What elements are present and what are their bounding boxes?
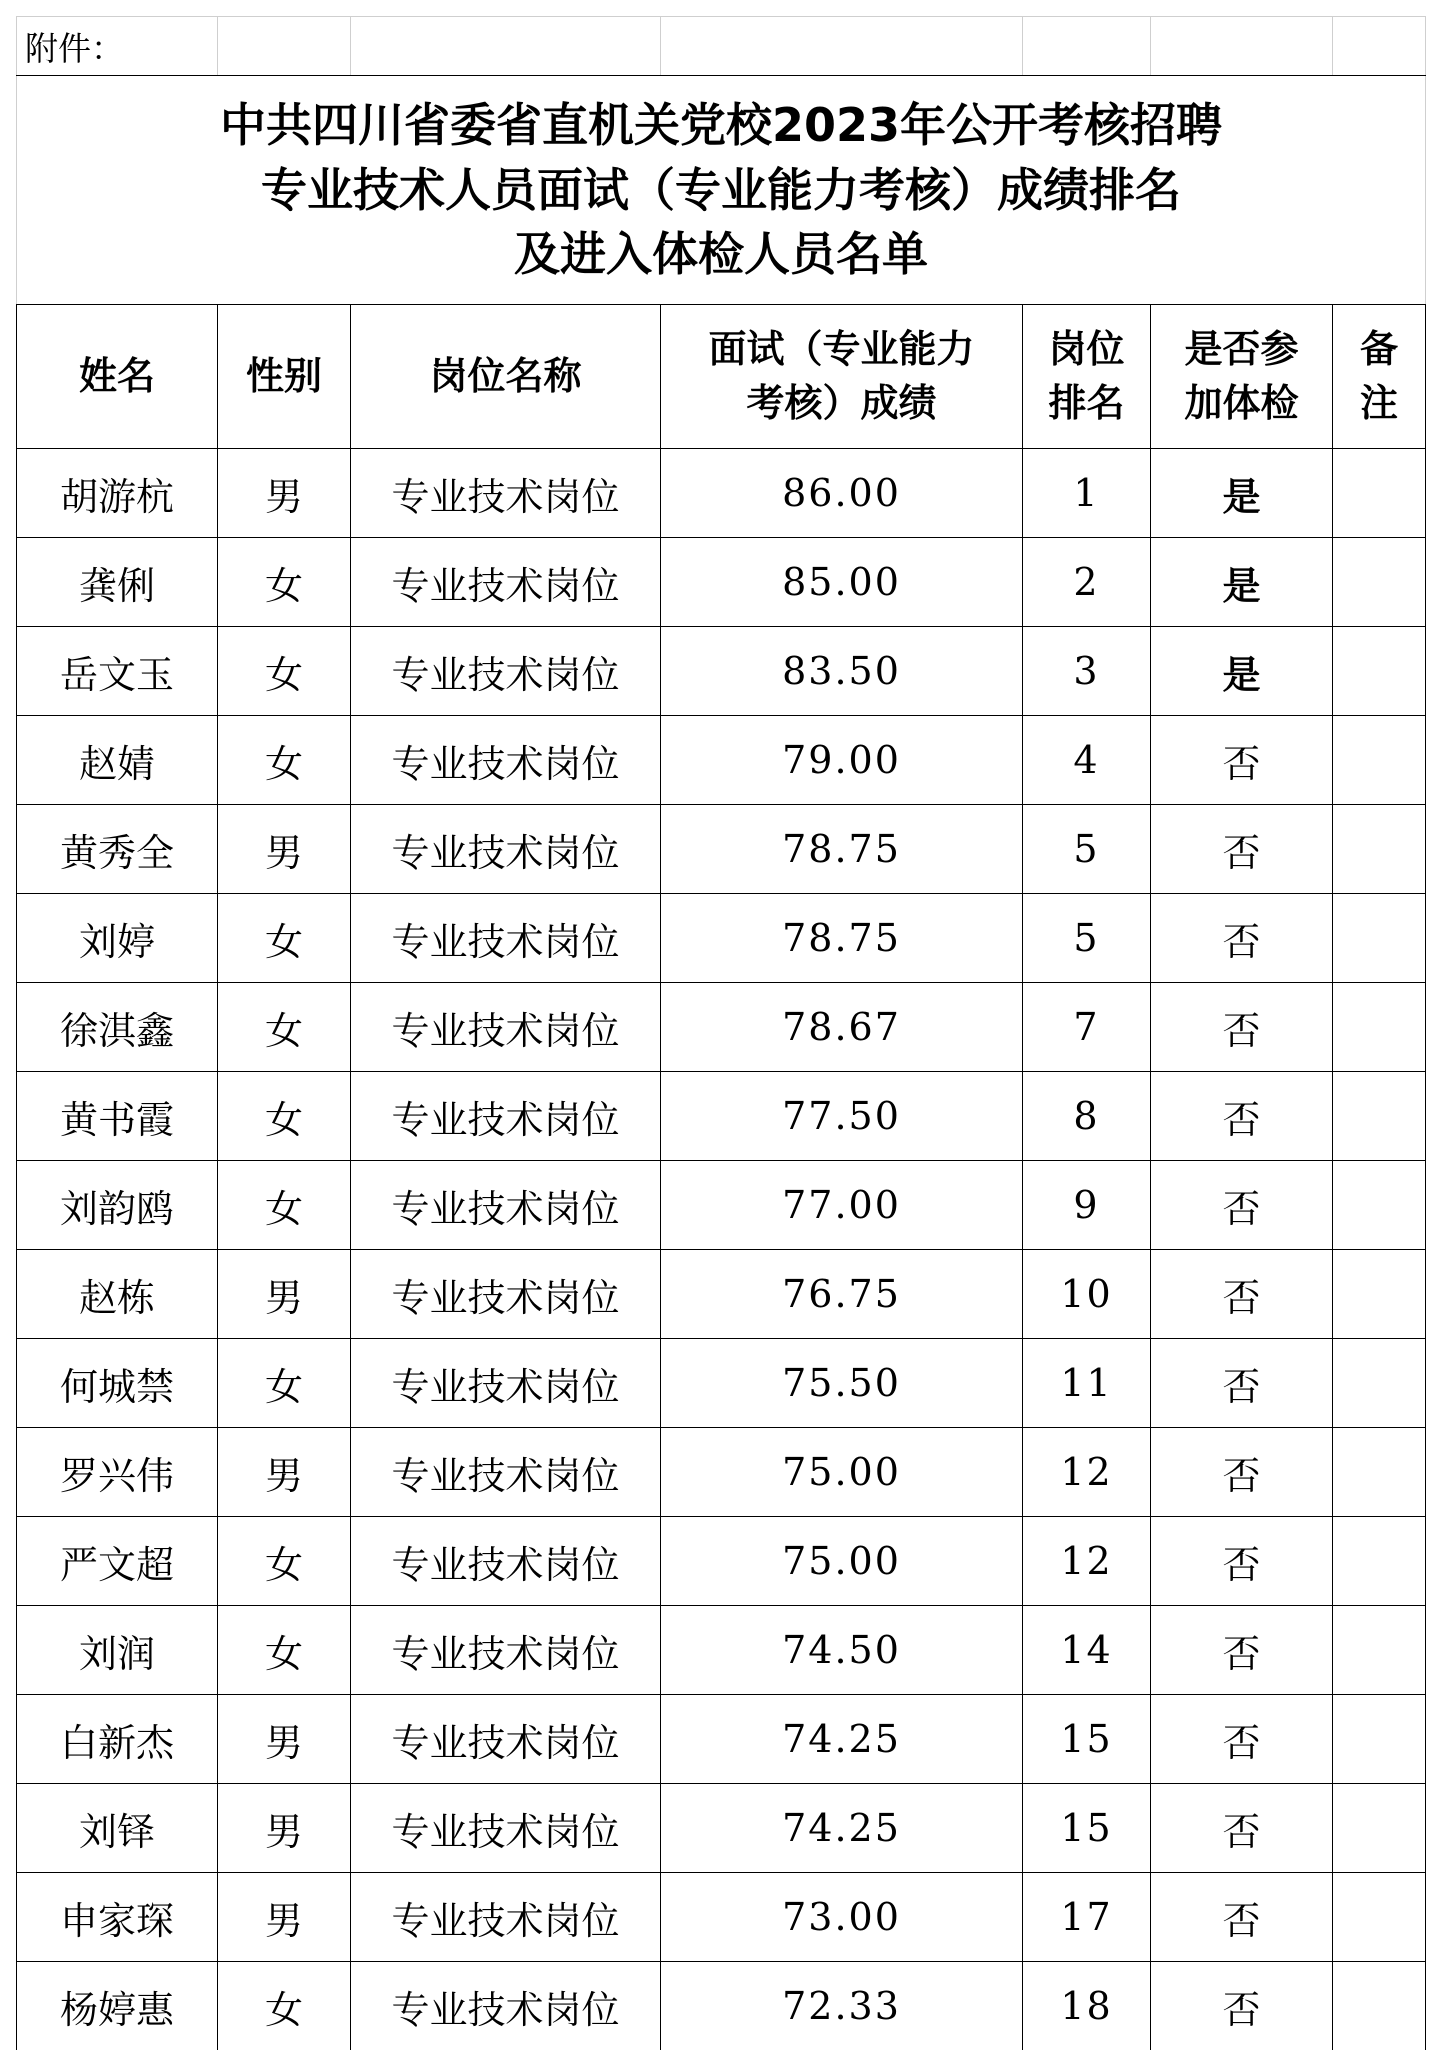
empty-cell (1151, 17, 1333, 76)
cell-exam: 否 (1151, 1072, 1333, 1161)
cell-rank: 5 (1023, 805, 1151, 894)
cell-rank: 4 (1023, 716, 1151, 805)
cell-gender: 女 (218, 894, 351, 983)
cell-gender: 女 (218, 538, 351, 627)
cell-remark (1333, 1072, 1426, 1161)
table-row (17, 805, 1426, 894)
header-exam-line-2: 加体检 (1184, 380, 1299, 425)
cell-score: 86.00 (661, 449, 1023, 538)
cell-exam: 否 (1151, 1339, 1333, 1428)
title-line-1: 中共四川省委省直机关党校2023年公开考核招聘 (219, 98, 1223, 153)
cell-exam: 否 (1151, 894, 1333, 983)
table-row (17, 1606, 1426, 1695)
cell-gender: 女 (218, 1606, 351, 1695)
cell-score: 78.75 (661, 894, 1023, 983)
header-rank (1023, 305, 1151, 449)
cell-score: 79.00 (661, 716, 1023, 805)
cell-gender: 女 (218, 983, 351, 1072)
cell-exam: 是 (1151, 449, 1333, 538)
cell-exam: 是 (1151, 627, 1333, 716)
cell-exam: 否 (1151, 983, 1333, 1072)
cell-name: 黄书霞 (17, 1072, 218, 1161)
table-row (17, 449, 1426, 538)
cell-position: 专业技术岗位 (351, 1873, 661, 1962)
cell-gender: 女 (218, 1517, 351, 1606)
cell-rank: 11 (1023, 1339, 1151, 1428)
cell-rank: 5 (1023, 894, 1151, 983)
cell-rank: 15 (1023, 1784, 1151, 1873)
cell-remark (1333, 805, 1426, 894)
results-table (16, 16, 1426, 2050)
cell-gender: 男 (218, 1250, 351, 1339)
header-rank-line-2: 排名 (1048, 380, 1125, 425)
table-row (17, 1072, 1426, 1161)
cell-position: 专业技术岗位 (351, 983, 661, 1072)
cell-exam: 否 (1151, 1250, 1333, 1339)
cell-name: 杨婷惠 (17, 1962, 218, 2051)
cell-score: 75.00 (661, 1428, 1023, 1517)
header-position: 岗位名称 (351, 305, 661, 449)
cell-gender: 男 (218, 1873, 351, 1962)
cell-position: 专业技术岗位 (351, 1606, 661, 1695)
cell-score: 78.67 (661, 983, 1023, 1072)
cell-remark (1333, 449, 1426, 538)
cell-score: 85.00 (661, 538, 1023, 627)
header-score-line-1: 面试（专业能力 (708, 327, 975, 372)
cell-exam: 否 (1151, 1695, 1333, 1784)
table-row (17, 1161, 1426, 1250)
header-remark-line-2: 注 (1359, 380, 1398, 425)
cell-name: 岳文玉 (17, 627, 218, 716)
empty-cell (1333, 17, 1426, 76)
cell-score: 74.25 (661, 1784, 1023, 1873)
table-row (17, 1517, 1426, 1606)
cell-score: 75.50 (661, 1339, 1023, 1428)
table-body (17, 449, 1426, 2051)
cell-name: 罗兴伟 (17, 1428, 218, 1517)
cell-name: 徐淇鑫 (17, 983, 218, 1072)
cell-exam: 否 (1151, 805, 1333, 894)
cell-position: 专业技术岗位 (351, 449, 661, 538)
cell-position: 专业技术岗位 (351, 1161, 661, 1250)
cell-score: 76.75 (661, 1250, 1023, 1339)
cell-gender: 男 (218, 1695, 351, 1784)
cell-exam: 否 (1151, 1161, 1333, 1250)
cell-rank: 8 (1023, 1072, 1151, 1161)
cell-remark (1333, 538, 1426, 627)
header-remark-line-1: 备 (1359, 327, 1398, 372)
cell-name: 刘润 (17, 1606, 218, 1695)
cell-rank: 10 (1023, 1250, 1151, 1339)
header-score (661, 305, 1023, 449)
cell-remark (1333, 1428, 1426, 1517)
cell-rank: 7 (1023, 983, 1151, 1072)
cell-exam: 否 (1151, 1962, 1333, 2051)
cell-gender: 女 (218, 1161, 351, 1250)
cell-exam: 否 (1151, 1428, 1333, 1517)
cell-rank: 2 (1023, 538, 1151, 627)
header-row (17, 305, 1426, 449)
empty-cell (351, 17, 661, 76)
title-row (17, 76, 1426, 305)
cell-position: 专业技术岗位 (351, 538, 661, 627)
cell-position: 专业技术岗位 (351, 1695, 661, 1784)
cell-position: 专业技术岗位 (351, 1784, 661, 1873)
cell-gender: 女 (218, 627, 351, 716)
empty-cell (218, 17, 351, 76)
cell-remark (1333, 1339, 1426, 1428)
title-line-2: 专业技术人员面试（专业能力考核）成绩排名 (261, 162, 1181, 217)
cell-rank: 12 (1023, 1428, 1151, 1517)
table-row (17, 716, 1426, 805)
cell-position: 专业技术岗位 (351, 1962, 661, 2051)
cell-name: 赵栋 (17, 1250, 218, 1339)
header-rank-line-1: 岗位 (1048, 327, 1125, 372)
cell-position: 专业技术岗位 (351, 1517, 661, 1606)
cell-score: 74.50 (661, 1606, 1023, 1695)
empty-cell (1023, 17, 1151, 76)
cell-rank: 12 (1023, 1517, 1151, 1606)
header-gender: 性别 (218, 305, 351, 449)
cell-remark (1333, 716, 1426, 805)
cell-gender: 男 (218, 805, 351, 894)
cell-remark (1333, 894, 1426, 983)
title-line-3: 及进入体检人员名单 (514, 227, 928, 282)
cell-remark (1333, 1873, 1426, 1962)
header-score-line-2: 考核）成绩 (746, 380, 937, 425)
header-exam-line-1: 是否参 (1184, 327, 1299, 372)
cell-remark (1333, 1606, 1426, 1695)
cell-exam: 否 (1151, 1517, 1333, 1606)
cell-remark (1333, 1517, 1426, 1606)
attachment-row (17, 17, 1426, 76)
table-row (17, 894, 1426, 983)
cell-rank: 15 (1023, 1695, 1151, 1784)
cell-exam: 否 (1151, 1606, 1333, 1695)
cell-rank: 17 (1023, 1873, 1151, 1962)
cell-exam: 否 (1151, 1784, 1333, 1873)
table-row (17, 1250, 1426, 1339)
cell-name: 黄秀全 (17, 805, 218, 894)
cell-name: 严文超 (17, 1517, 218, 1606)
cell-name: 刘韵鸥 (17, 1161, 218, 1250)
cell-gender: 女 (218, 716, 351, 805)
cell-name: 龚俐 (17, 538, 218, 627)
cell-rank: 18 (1023, 1962, 1151, 2051)
cell-score: 78.75 (661, 805, 1023, 894)
document-title (17, 76, 1426, 305)
table-row (17, 1784, 1426, 1873)
cell-position: 专业技术岗位 (351, 805, 661, 894)
cell-gender: 男 (218, 1428, 351, 1517)
table-row (17, 1428, 1426, 1517)
cell-gender: 女 (218, 1339, 351, 1428)
cell-remark (1333, 1161, 1426, 1250)
cell-gender: 男 (218, 1784, 351, 1873)
header-exam (1151, 305, 1333, 449)
cell-exam: 否 (1151, 716, 1333, 805)
table-row (17, 1962, 1426, 2051)
cell-position: 专业技术岗位 (351, 1250, 661, 1339)
header-name: 姓名 (17, 305, 218, 449)
table-row (17, 1339, 1426, 1428)
cell-score: 77.50 (661, 1072, 1023, 1161)
cell-rank: 1 (1023, 449, 1151, 538)
cell-position: 专业技术岗位 (351, 627, 661, 716)
cell-score: 72.33 (661, 1962, 1023, 2051)
empty-cell (661, 17, 1023, 76)
cell-rank: 14 (1023, 1606, 1151, 1695)
cell-name: 刘铎 (17, 1784, 218, 1873)
cell-remark (1333, 1784, 1426, 1873)
cell-position: 专业技术岗位 (351, 716, 661, 805)
cell-name: 何城禁 (17, 1339, 218, 1428)
cell-rank: 9 (1023, 1161, 1151, 1250)
cell-name: 申家琛 (17, 1873, 218, 1962)
table-row (17, 538, 1426, 627)
cell-name: 赵婧 (17, 716, 218, 805)
cell-position: 专业技术岗位 (351, 894, 661, 983)
cell-position: 专业技术岗位 (351, 1072, 661, 1161)
cell-name: 白新杰 (17, 1695, 218, 1784)
table-row (17, 1873, 1426, 1962)
cell-remark (1333, 1250, 1426, 1339)
cell-remark (1333, 627, 1426, 716)
cell-score: 73.00 (661, 1873, 1023, 1962)
cell-score: 74.25 (661, 1695, 1023, 1784)
cell-exam: 否 (1151, 1873, 1333, 1962)
cell-rank: 3 (1023, 627, 1151, 716)
cell-score: 75.00 (661, 1517, 1023, 1606)
cell-gender: 女 (218, 1962, 351, 2051)
cell-name: 胡游杭 (17, 449, 218, 538)
cell-gender: 女 (218, 1072, 351, 1161)
cell-remark (1333, 1962, 1426, 2051)
attachment-label: 附件： (17, 17, 218, 76)
cell-score: 83.50 (661, 627, 1023, 716)
cell-position: 专业技术岗位 (351, 1339, 661, 1428)
cell-name: 刘婷 (17, 894, 218, 983)
cell-remark (1333, 983, 1426, 1072)
cell-gender: 男 (218, 449, 351, 538)
cell-exam: 是 (1151, 538, 1333, 627)
header-remark (1333, 305, 1426, 449)
table-row (17, 983, 1426, 1072)
table-row (17, 1695, 1426, 1784)
cell-score: 77.00 (661, 1161, 1023, 1250)
table-row (17, 627, 1426, 716)
cell-remark (1333, 1695, 1426, 1784)
cell-position: 专业技术岗位 (351, 1428, 661, 1517)
